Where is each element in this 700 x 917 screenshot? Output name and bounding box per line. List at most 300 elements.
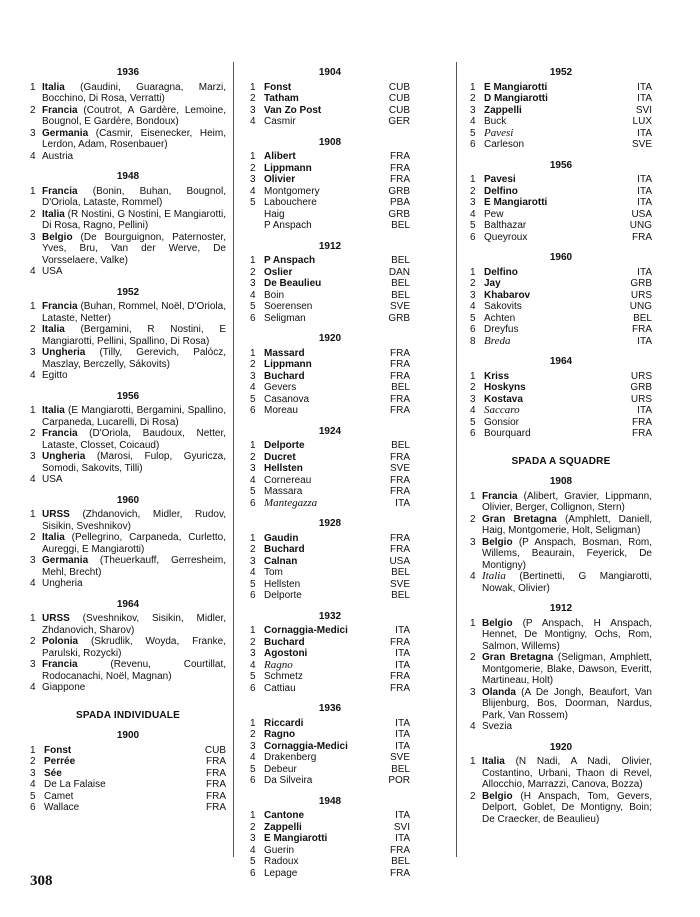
- athlete-name: Cantone: [264, 810, 304, 821]
- nation-code: LUX: [632, 116, 652, 127]
- athlete-name: Schmetz: [264, 671, 303, 682]
- result-row: [470, 417, 652, 429]
- placing: 1: [30, 81, 36, 93]
- athlete-name: Gevers: [264, 382, 297, 393]
- athlete-name: Dreyfus: [484, 324, 519, 335]
- year-heading: 1960: [549, 252, 573, 263]
- result-row: [250, 567, 410, 579]
- nation-code: FRA: [206, 767, 226, 779]
- placing: 1: [250, 532, 256, 544]
- nation-code: FRA: [206, 779, 226, 790]
- placing: 1: [470, 266, 476, 278]
- athlete-name: Camet: [44, 790, 74, 802]
- placing: 3: [250, 463, 256, 474]
- nation-code: ITA: [395, 497, 410, 509]
- athlete-name: Montgomery: [264, 185, 320, 197]
- team-entry: [470, 618, 652, 653]
- nation-code: FRA: [390, 532, 410, 544]
- year-heading: 1908: [549, 476, 573, 487]
- nation-code: BEL: [391, 590, 410, 601]
- team-members: (Sveshnikov, Sisikin, Midler, Zhdanovich, Sharov): [42, 613, 226, 636]
- result-row: [470, 220, 652, 232]
- nation-code: GRB: [388, 312, 410, 324]
- placing: 1: [30, 405, 36, 416]
- team-entry: [30, 405, 226, 428]
- athlete-name: Casmir: [264, 116, 296, 127]
- nation-code: URS: [630, 393, 652, 405]
- team-entry: [30, 428, 226, 451]
- placing: 3: [30, 127, 36, 139]
- result-row: [250, 267, 410, 279]
- entry-text: [42, 682, 226, 694]
- placing: 3: [250, 740, 256, 752]
- result-row: [470, 105, 652, 117]
- entry-text: [482, 491, 652, 514]
- team-name: Italia: [42, 532, 65, 543]
- nation-code: GRB: [388, 208, 410, 220]
- result-row: [250, 463, 410, 475]
- placing: 6: [30, 802, 36, 813]
- entry-text: [42, 659, 226, 682]
- year-heading: 1920: [549, 741, 573, 753]
- placing: 1: [470, 756, 476, 767]
- athlete-name: Hoskyns: [484, 382, 526, 393]
- result-row: [250, 186, 410, 198]
- athlete-name: Mantegazza: [264, 496, 318, 509]
- team-entry: [30, 682, 226, 694]
- entry-text: [42, 428, 226, 451]
- team-name: Italia: [42, 405, 65, 416]
- result-row: [470, 301, 652, 313]
- result-row: [250, 637, 410, 649]
- athlete-name: Breda: [484, 334, 511, 347]
- placing: 3: [470, 393, 476, 405]
- team-members: (Zhdanovich, Midler, Rudov, Sisikin, Sveshnikov): [42, 509, 226, 532]
- athlete-name: Tom: [264, 567, 283, 578]
- athlete-name: Cattiau: [264, 682, 296, 694]
- result-row: [250, 625, 410, 637]
- team-name: Italia: [482, 756, 505, 767]
- team-members: (Tilly, Gerevich, Palócz, Maszlay, Berczelly, Sákovits): [42, 347, 226, 370]
- team-name: URSS: [42, 509, 70, 520]
- athlete-name: Kriss: [484, 370, 510, 382]
- entry-text: [42, 370, 226, 382]
- year-heading: 1952: [116, 286, 140, 298]
- team-members: (Seligman, Amphlett, Montgomerie, Blake, Dawson, Everitt, Martineau, Holt): [482, 652, 652, 686]
- placing: 2: [30, 208, 36, 220]
- result-row: [470, 139, 652, 151]
- result-row: [250, 660, 410, 672]
- result-row: [250, 197, 410, 209]
- team-members: (Skrudlik, Woyda, Franke, Parulski, Rozycki): [42, 636, 226, 659]
- athlete-name: Van Zo Post: [264, 104, 322, 116]
- nation-code: SVE: [631, 139, 652, 150]
- column-divider: [456, 62, 457, 857]
- team-members: (Bonin, Buhan, Bougnol, D'Oriola, Lataste, Rommel): [42, 185, 226, 208]
- athlete-name: Lepage: [264, 867, 298, 879]
- team-entry: [470, 721, 652, 733]
- nation-code: FRA: [390, 174, 410, 185]
- placing: 6: [250, 590, 256, 601]
- result-row: [250, 533, 410, 545]
- nation-code: PBA: [389, 197, 410, 208]
- entry-text: [42, 151, 226, 163]
- placing: 2: [250, 266, 256, 278]
- nation-code: SVE: [389, 578, 410, 590]
- result-row: [250, 845, 410, 857]
- team-name: Italia: [482, 570, 506, 582]
- placing: 6: [250, 775, 256, 786]
- placing: 6: [250, 497, 256, 509]
- result-row: [250, 579, 410, 591]
- result-row: [470, 313, 652, 325]
- year-heading: 1932: [318, 610, 342, 622]
- team-members: (P Anspach, Bosman, Rom, Willems, Beaurain, Feyerick, De Montigny): [482, 536, 652, 571]
- team-entry: [30, 347, 226, 370]
- entry-text: [42, 555, 226, 578]
- team-entry: [30, 613, 226, 636]
- nation-code: FRA: [390, 162, 410, 174]
- placing: 4: [30, 779, 36, 790]
- nation-code: ITA: [637, 335, 652, 347]
- placing: 5: [470, 416, 476, 428]
- athlete-name: Gonsior: [484, 416, 520, 428]
- nation-code: GRB: [630, 278, 652, 289]
- placing: 5: [250, 671, 256, 682]
- athlete-name: De La Falaise: [44, 779, 106, 790]
- athlete-name: Saccaro: [484, 404, 520, 416]
- placing: 1: [470, 370, 476, 382]
- team-members: (N Nadi, A Nadi, Olivier, Costantino, Urbani, Thaon di Revel, Allocchio, Marrazzi, Canova, Bozza): [482, 756, 652, 790]
- nation-code: FRA: [390, 474, 410, 486]
- team-name: Olanda: [482, 686, 516, 698]
- athlete-name: Cornereau: [264, 474, 312, 486]
- placing: 1: [30, 613, 36, 624]
- athlete-name: Olivier: [264, 174, 296, 185]
- team-entry: [30, 324, 226, 347]
- year-heading: 1908: [318, 136, 342, 148]
- athlete-name: Labouchere: [264, 197, 317, 208]
- result-row: [250, 359, 410, 371]
- result-row: [470, 128, 652, 140]
- nation-code: FRA: [390, 636, 410, 648]
- placing: 2: [30, 636, 36, 647]
- team-name: Ungheria: [42, 347, 86, 358]
- athlete-name: Drakenberg: [264, 752, 317, 763]
- team-members: USA: [42, 474, 63, 485]
- athlete-name: E Mangiarotti: [264, 833, 328, 844]
- team-members: (P Anspach, H Anspach, Hennet, De Montigny, Ochs, Rom, Salmon, Willems): [482, 617, 652, 652]
- result-row: [30, 802, 226, 814]
- entry-text: [42, 82, 226, 105]
- result-row: [470, 197, 652, 209]
- nation-code: ITA: [637, 185, 652, 197]
- athlete-name: Ducret: [264, 451, 296, 463]
- result-row: [250, 82, 410, 94]
- team-name: URSS: [42, 613, 70, 624]
- result-row: [250, 209, 410, 221]
- entry-text: [42, 613, 226, 636]
- nation-code: BEL: [391, 289, 410, 301]
- athlete-name: Sakovits: [484, 301, 522, 312]
- placing: 4: [30, 682, 36, 693]
- team-entry: [470, 491, 652, 514]
- result-row: [250, 729, 410, 741]
- placing: 6: [470, 231, 476, 243]
- placing: 6: [470, 428, 476, 439]
- result-row: [250, 498, 410, 510]
- team-entry: [470, 791, 652, 826]
- placing: 2: [470, 790, 476, 802]
- placing: 3: [250, 833, 256, 844]
- placing: 5: [250, 763, 256, 775]
- nation-code: ITA: [395, 740, 410, 752]
- year-heading: 1912: [318, 240, 342, 252]
- athlete-name: Kostava: [484, 393, 523, 405]
- placing: 6: [470, 324, 476, 335]
- nation-code: GER: [388, 116, 410, 127]
- athlete-name: Da Silveira: [264, 775, 313, 786]
- result-row: [250, 382, 410, 394]
- nation-code: GRB: [388, 185, 410, 197]
- placing: 3: [470, 104, 476, 116]
- placing: 1: [250, 717, 256, 729]
- entry-text: [42, 266, 226, 278]
- athlete-name: Tatham: [264, 93, 299, 104]
- year-heading: 1952: [549, 67, 573, 78]
- placing: 4: [30, 578, 36, 589]
- placing: 4: [470, 301, 476, 312]
- nation-code: FRA: [390, 370, 410, 382]
- team-entry: [30, 128, 226, 151]
- athlete-name: Calnan: [264, 555, 298, 567]
- nation-code: ITA: [395, 648, 410, 659]
- result-row: [470, 174, 652, 186]
- result-row: [250, 683, 410, 695]
- team-entry: [30, 555, 226, 578]
- athlete-name: Lippmann: [264, 162, 312, 174]
- result-row: [470, 428, 652, 440]
- placing: 4: [30, 150, 36, 162]
- team-name: Germania: [42, 555, 89, 566]
- nation-code: CUB: [388, 93, 410, 104]
- placing: 3: [30, 767, 36, 779]
- year-heading: 1964: [116, 598, 140, 610]
- nation-code: FRA: [390, 844, 410, 856]
- placing: 4: [470, 405, 476, 416]
- nation-code: FRA: [206, 756, 226, 767]
- entry-text: [482, 791, 652, 826]
- athlete-name: E Mangiarotti: [484, 197, 548, 208]
- result-row: [250, 348, 410, 360]
- team-members: Ungheria: [42, 578, 83, 589]
- placing: 6: [250, 867, 256, 879]
- result-row: [250, 301, 410, 313]
- entry-text: [42, 451, 226, 474]
- team-entry: [30, 151, 226, 163]
- placing: 4: [30, 474, 36, 485]
- team-name: Italia: [42, 81, 65, 93]
- team-name: Italia: [42, 208, 65, 220]
- placing: 1: [250, 810, 256, 821]
- athlete-name: Queyroux: [484, 231, 528, 243]
- nation-code: SVE: [389, 463, 410, 474]
- result-row: [250, 116, 410, 128]
- athlete-name: Debeur: [264, 763, 297, 775]
- placing: 1: [250, 347, 256, 359]
- athlete-name: P Anspach: [264, 255, 316, 266]
- team-entry: [30, 301, 226, 324]
- nation-code: FRA: [390, 451, 410, 463]
- placing: 2: [250, 93, 256, 104]
- placing: 5: [250, 393, 256, 405]
- year-heading: 1948: [318, 795, 342, 807]
- placing: 3: [30, 231, 36, 243]
- athlete-name: Cornaggia-Medici: [264, 625, 348, 636]
- athlete-name: Carleson: [484, 139, 525, 150]
- year-heading: 1956: [116, 390, 140, 402]
- team-members: (Bertinetti, G Mangiarotti, Nowak, Olivier): [482, 571, 652, 594]
- entry-text: [42, 301, 226, 324]
- athlete-name: Hellsten: [264, 463, 303, 474]
- nation-code: GRB: [630, 382, 652, 393]
- placing: 2: [30, 104, 36, 116]
- team-entry: [30, 370, 226, 382]
- entry-text: [42, 532, 226, 555]
- team-members: Svezia: [482, 721, 513, 732]
- result-row: [250, 648, 410, 660]
- result-row: [250, 440, 410, 452]
- result-row: [250, 544, 410, 556]
- team-name: Gran Bretagna: [482, 652, 554, 663]
- athlete-name: Oslier: [264, 266, 293, 278]
- nation-code: ITA: [637, 81, 652, 93]
- year-heading: 1920: [318, 333, 342, 344]
- placing: 3: [250, 370, 256, 382]
- placing: 2: [250, 729, 256, 740]
- athlete-name: Ragno: [264, 658, 293, 671]
- athlete-name: Guerin: [264, 844, 295, 856]
- team-entry: [30, 451, 226, 474]
- entry-text: [42, 232, 226, 267]
- result-row: [250, 394, 410, 406]
- placing: 2: [30, 756, 36, 767]
- entry-text: [42, 105, 226, 128]
- result-row: [250, 752, 410, 764]
- entry-text: [42, 324, 226, 347]
- placing: 2: [470, 652, 476, 663]
- nation-code: POR: [388, 775, 410, 786]
- athlete-name: Perrée: [44, 756, 76, 767]
- result-row: [250, 105, 410, 117]
- placing: 5: [470, 312, 476, 324]
- team-members: (R Nostini, G Nostini, E Mangiarotti, Di Rosa, Ragno, Pellini): [42, 208, 226, 231]
- result-row: [470, 324, 652, 336]
- placing: 1: [30, 744, 36, 756]
- athlete-name: D Mangiarotti: [484, 93, 548, 104]
- athlete-name: Alibert: [264, 151, 296, 162]
- nation-code: ITA: [395, 810, 410, 821]
- nation-code: BEL: [391, 255, 410, 266]
- nation-code: SVE: [389, 752, 410, 763]
- year-heading: 1928: [318, 518, 342, 529]
- placing: 6: [470, 139, 476, 150]
- athlete-name: Khabarov: [484, 289, 531, 301]
- athlete-name: Massard: [264, 347, 305, 359]
- nation-code: ITA: [637, 93, 652, 104]
- athlete-name: Delfino: [484, 266, 518, 278]
- athlete-name: Buck: [484, 116, 507, 127]
- athlete-name: Jay: [484, 278, 501, 289]
- nation-code: FRA: [632, 416, 652, 428]
- team-name: Francia: [42, 659, 78, 670]
- nation-code: ITA: [637, 174, 652, 185]
- year-heading: 1900: [116, 730, 140, 741]
- nation-code: ITA: [395, 833, 410, 844]
- nation-code: ITA: [395, 717, 410, 729]
- team-members: (Buhan, Rommel, Noël, D'Oriola, Lataste, Netter): [42, 301, 226, 324]
- placing: 2: [250, 359, 256, 370]
- year-heading: 1964: [549, 356, 573, 367]
- team-name: Belgio: [482, 617, 513, 629]
- team-members: Giappone: [42, 682, 86, 693]
- year-heading: 1960: [116, 494, 140, 506]
- placing: 5: [250, 486, 256, 497]
- placing: 3: [470, 197, 476, 208]
- placing: 5: [30, 790, 36, 802]
- column-right: [470, 58, 652, 825]
- result-row: [250, 93, 410, 105]
- result-row: [250, 475, 410, 487]
- year-heading: 1936: [116, 67, 140, 78]
- entry-text: [482, 514, 652, 537]
- result-row: [470, 278, 652, 290]
- result-row: [470, 267, 652, 279]
- placing: 3: [30, 347, 36, 358]
- athlete-name: Radoux: [264, 856, 299, 867]
- athlete-name: Sée: [44, 767, 62, 779]
- placing: 1: [470, 490, 476, 502]
- team-name: Belgio: [42, 231, 73, 243]
- athlete-name: Hellsten: [264, 578, 301, 590]
- year-heading: 1904: [318, 67, 342, 78]
- placing: 4: [30, 370, 36, 381]
- result-row: [30, 791, 226, 803]
- nation-code: ITA: [395, 625, 410, 636]
- entry-text: [482, 537, 652, 572]
- result-row: [250, 764, 410, 776]
- nation-code: FRA: [390, 393, 410, 405]
- placing: 4: [250, 659, 256, 671]
- team-members: Egitto: [42, 370, 68, 381]
- nation-code: FRA: [632, 428, 652, 439]
- result-row: [470, 93, 652, 105]
- nation-code: BEL: [391, 440, 410, 451]
- team-entry: [30, 578, 226, 590]
- nation-code: FRA: [206, 802, 226, 813]
- nation-code: ITA: [395, 659, 410, 671]
- athlete-name: Zappelli: [484, 104, 522, 116]
- result-row: [30, 745, 226, 757]
- athlete-name: Zappelli: [264, 821, 302, 833]
- athlete-name: Achten: [484, 312, 516, 324]
- athlete-name: Riccardi: [264, 717, 304, 729]
- placing: 1: [30, 185, 36, 197]
- athlete-name: Pew: [484, 208, 504, 220]
- nation-code: USA: [389, 555, 410, 567]
- placing: 4: [470, 721, 476, 732]
- entry-text: [42, 405, 226, 428]
